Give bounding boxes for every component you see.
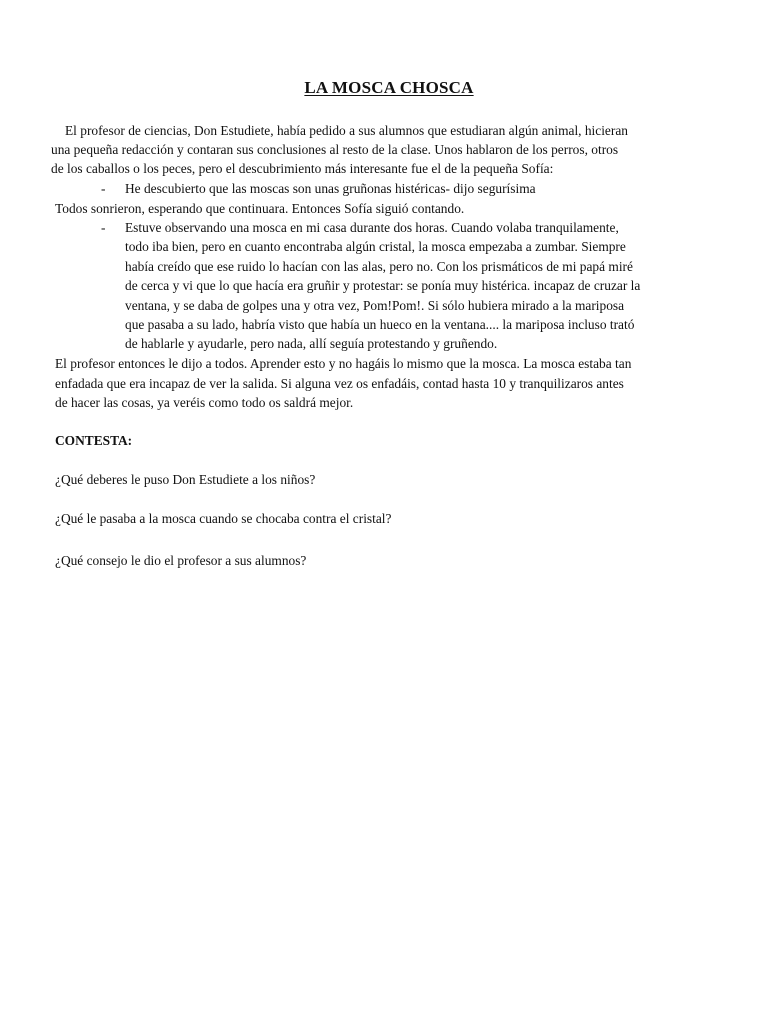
dialogue-2-dash: - (101, 220, 106, 235)
conclusion-line-1: El profesor entonces le dijo a todos. Aprender esto y no hagáis lo mismo que la mosca. La mosca estaba tan (55, 356, 632, 371)
dialogue-2-line-3: había creído que ese ruido lo hacían con las alas, pero no. Con los prismáticos de mi papá miré (125, 259, 633, 274)
dialogue-2-line-5: ventana, y se daba de golpes una y otra vez, Pom!Pom!. Si sólo hubiera mirado a la mariposa (125, 298, 625, 313)
narration-line: Todos sonrieron, esperando que continuara. Entonces Sofía siguió contando. (55, 201, 465, 216)
intro-line-1: El profesor de ciencias, Don Estudiete, había pedido a sus alumnos que estudiaran algún animal, hicieran (65, 123, 628, 138)
dialogue-1-dash: - (101, 181, 106, 196)
intro-line-2: una pequeña redacción y contaran sus conclusiones al resto de la clase. Unos hablaron de los perros, otros (51, 142, 619, 157)
dialogue-2-line-2: todo iba bien, pero en cuanto encontraba algún cristal, la mosca empezaba a zumbar. Siempre (125, 239, 626, 254)
dialogue-2-line-6: que pasaba a su lado, habría visto que había un hueco en la ventana.... la mariposa incluso trató (125, 317, 635, 332)
dialogue-2-line-7: de hablarle y ayudarle, pero nada, allí seguía protestando y gruñendo. (125, 336, 498, 351)
conclusion-line-2: enfadada que era incapaz de ver la salida. Si alguna vez os enfadáis, contad hasta 10 y tranquilizaros antes (55, 376, 624, 391)
question-3: ¿Qué consejo le dio el profesor a sus alumnos? (55, 553, 307, 568)
conclusion-line-3: de hacer las cosas, ya veréis como todo os saldrá mejor. (55, 395, 354, 410)
dialogue-1-text: He descubierto que las moscas son unas gruñonas histéricas- dijo segurísima (125, 181, 536, 196)
section-heading: CONTESTA: (55, 433, 133, 448)
dialogue-2-line-4: de cerca y vi que lo que hacía era gruñir y protestar: se ponía muy histérica. incapaz de cruzar la (125, 278, 641, 293)
document-title: LA MOSCA CHOSCA (304, 78, 474, 97)
intro-line-3: de los caballos o los peces, pero el descubrimiento más interesante fue el de la pequeña Sofía: (51, 161, 554, 176)
dialogue-2-line-1: Estuve observando una mosca en mi casa durante dos horas. Cuando volaba tranquilamente, (125, 220, 619, 235)
question-2: ¿Qué le pasaba a la mosca cuando se chocaba contra el cristal? (55, 511, 392, 526)
question-1: ¿Qué deberes le puso Don Estudiete a los niños? (55, 472, 316, 487)
